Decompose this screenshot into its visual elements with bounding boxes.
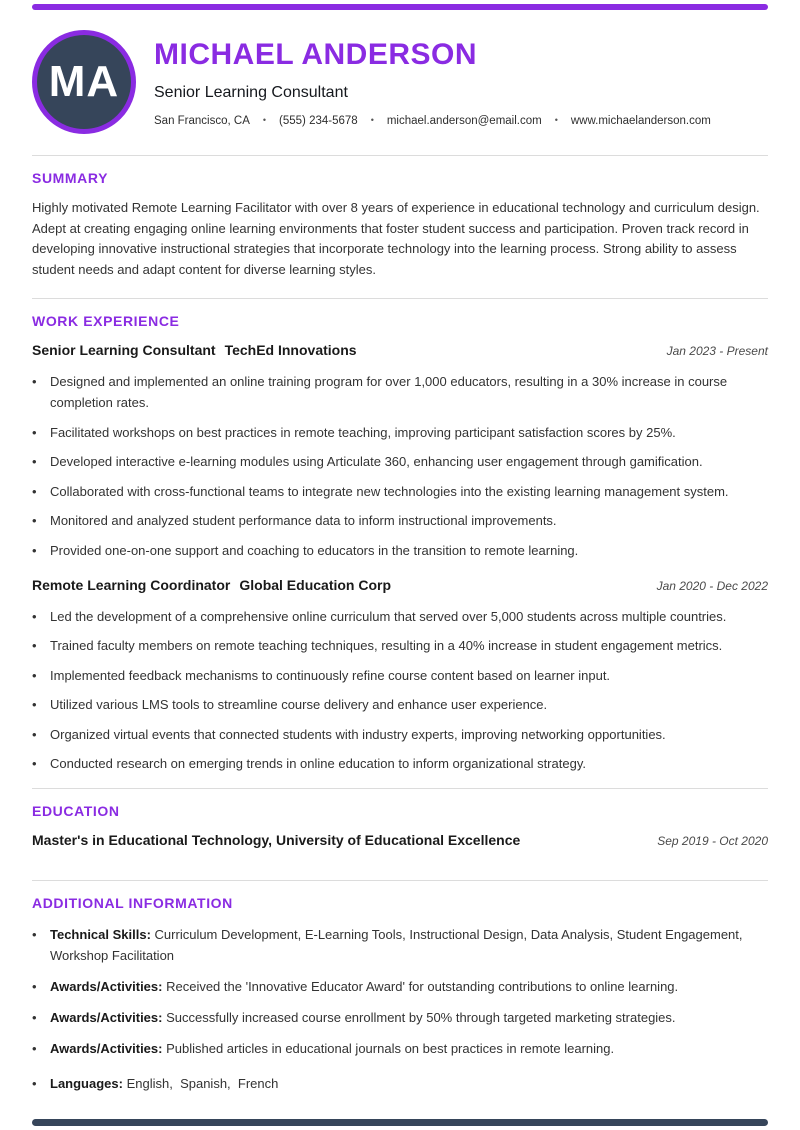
summary-heading: SUMMARY (32, 170, 109, 186)
info-value: Published articles in educational journals on best practices in remote learning. (166, 1041, 615, 1056)
job-position: Remote Learning Coordinator (32, 576, 231, 593)
avatar (32, 30, 136, 134)
bullet-dot-icon: • (32, 454, 37, 469)
bullet-item (32, 422, 768, 443)
bullet-text: Utilized various LMS tools to streamline course delivery and enhance user experience. (50, 697, 548, 712)
info-label: Languages: (50, 1076, 123, 1091)
additional-info-item (32, 924, 768, 966)
bullet-dot-icon: • (32, 756, 37, 771)
contact-row (154, 115, 768, 127)
bullet-dot-icon: • (32, 513, 37, 528)
bullet-item (32, 635, 768, 656)
job-entry (32, 577, 768, 775)
job-company: Global Education Corp (239, 576, 392, 593)
bullet-text: Conducted research on emerging trends in online education to inform organizational strategy. (50, 756, 586, 771)
bullet-separator: • (554, 114, 558, 125)
bullet-text: Trained faculty members on remote teaching techniques, resulting in a 40% increase in student engagement metrics. (50, 638, 723, 653)
contact-text: (555) 234-5678 (279, 114, 358, 127)
additional-info-text (50, 976, 768, 997)
additional-info-text (50, 924, 768, 966)
contact-item (154, 115, 279, 127)
education-heading: EDUCATION (32, 803, 120, 819)
job-list (32, 342, 768, 774)
summary-text: Highly motivated Remote Learning Facilitator with over 8 years of experience in educational technology and curriculum design. Adept at creating engaging online learning environments that foster student success and participation. Proven track record in developing innovative instructional strategies that incorporate technology into the learning process. Strong ability to assess student needs and adapt content for diverse learning styles. (32, 200, 760, 277)
job-dates: Jan 2023 - Present (666, 344, 768, 358)
bullet-item (32, 371, 768, 413)
info-label: Awards/Activities: (50, 1041, 163, 1056)
info-label: Awards/Activities: (50, 1010, 163, 1025)
bullet-item (32, 753, 768, 774)
info-label: Technical Skills: (50, 927, 151, 942)
work-experience-heading: WORK EXPERIENCE (32, 313, 180, 329)
additional-info-text (50, 1073, 768, 1094)
contact-text: San Francisco, CA (154, 114, 250, 127)
bullet-dot-icon: • (32, 927, 37, 942)
bullet-item (32, 481, 768, 502)
info-value: Received the 'Innovative Educator Award' for outstanding contributions to online learning. (166, 979, 679, 994)
bullet-item (32, 540, 768, 561)
info-value: Successfully increased course enrollment by 50% through targeted marketing strategies. (166, 1010, 676, 1025)
contact-item (279, 115, 387, 127)
bullet-dot-icon: • (32, 424, 37, 440)
bullet-text: Monitored and analyzed student performance data to inform instructional improvements. (50, 513, 557, 528)
contact-item (387, 115, 571, 127)
work-experience-section (32, 298, 768, 774)
job-head (32, 342, 768, 360)
job-titles (32, 577, 391, 595)
additional-information-heading: ADDITIONAL INFORMATION (32, 895, 233, 911)
top-accent-bar (32, 4, 768, 10)
contact-text: michael.anderson@email.com (386, 114, 542, 127)
contact-text: www.michaelanderson.com (570, 114, 711, 127)
bullet-text: Organized virtual events that connected students with industry experts, improving networking opportunities. (50, 726, 666, 742)
bullet-text: Designed and implemented an online training program for over 1,000 educators, resulting in a 30% increase in course completion rates. (50, 374, 731, 410)
bullet-separator: • (262, 114, 267, 125)
bullet-item (32, 606, 768, 627)
bullet-dot-icon: • (32, 483, 37, 499)
page-title: MICHAEL ANDERSON (154, 37, 478, 71)
bullet-dot-icon: • (32, 638, 37, 653)
person-job-title: Senior Learning Consultant (154, 83, 348, 101)
bullet-dot-icon: • (32, 374, 37, 389)
education-degree: Master's in Educational Technology, University of Educational Excellence (32, 832, 521, 848)
bullet-text: Provided one-on-one support and coaching to educators in the transition to remote learning. (50, 542, 579, 558)
bullet-dot-icon: • (32, 542, 37, 558)
additional-info-text (50, 1038, 768, 1059)
bullet-text: Developed interactive e-learning modules using Articulate 360, enhancing user engagement through gamification. (50, 454, 703, 469)
bullet-dot-icon: • (32, 979, 37, 994)
contact-item (571, 115, 711, 127)
bullet-dot-icon: • (32, 697, 37, 712)
education-dates: Sep 2019 - Oct 2020 (657, 834, 768, 848)
job-entry (32, 342, 768, 561)
additional-info-item (32, 1007, 768, 1028)
additional-info-list (32, 924, 768, 1094)
job-bullets (32, 371, 768, 561)
job-company: TechEd Innovations (224, 342, 357, 358)
info-value: Curriculum Development, E-Learning Tools, Instructional Design, Data Analysis, Student Engagement, Workshop Facilitation (50, 927, 747, 963)
additional-info-item (32, 1073, 768, 1094)
bullet-text: Implemented feedback mechanisms to continuously refine course content based on learner input. (50, 667, 611, 683)
bullet-dot-icon: • (32, 608, 37, 624)
bullet-text: Collaborated with cross-functional teams to integrate new technologies into the existing learning management system. (50, 483, 729, 499)
additional-information-section (32, 880, 768, 1094)
info-value: English, Spanish, French (126, 1076, 279, 1091)
bullet-dot-icon: • (32, 1076, 37, 1091)
additional-info-text (50, 1007, 768, 1028)
bottom-accent-bar (32, 1119, 768, 1126)
additional-info-item (32, 1038, 768, 1059)
job-bullets (32, 606, 768, 775)
resume-header (32, 0, 768, 134)
bullet-item (32, 451, 768, 472)
bullet-item (32, 724, 768, 745)
job-titles (32, 342, 357, 360)
additional-info-item (32, 976, 768, 997)
education-section (32, 788, 768, 848)
bullet-dot-icon: • (32, 667, 37, 683)
job-head (32, 577, 768, 595)
bullet-item (32, 665, 768, 686)
education-entry (32, 832, 768, 848)
bullet-dot-icon: • (32, 1041, 37, 1056)
header-text (154, 38, 768, 127)
info-label: Awards/Activities: (50, 979, 163, 994)
bullet-item (32, 510, 768, 531)
bullet-dot-icon: • (32, 726, 37, 742)
bullet-item (32, 694, 768, 715)
bullet-text: Led the development of a comprehensive online curriculum that served over 5,000 students across multiple countries. (50, 608, 727, 624)
summary-section (32, 155, 768, 280)
bullet-text: Facilitated workshops on best practices in remote teaching, improving participant satisfaction scores by 25%. (50, 424, 676, 440)
job-position: Senior Learning Consultant (32, 342, 216, 358)
bullet-separator: • (370, 114, 374, 125)
avatar-initials: MA (48, 57, 120, 106)
job-dates: Jan 2020 - Dec 2022 (656, 578, 768, 593)
bullet-dot-icon: • (32, 1010, 37, 1025)
